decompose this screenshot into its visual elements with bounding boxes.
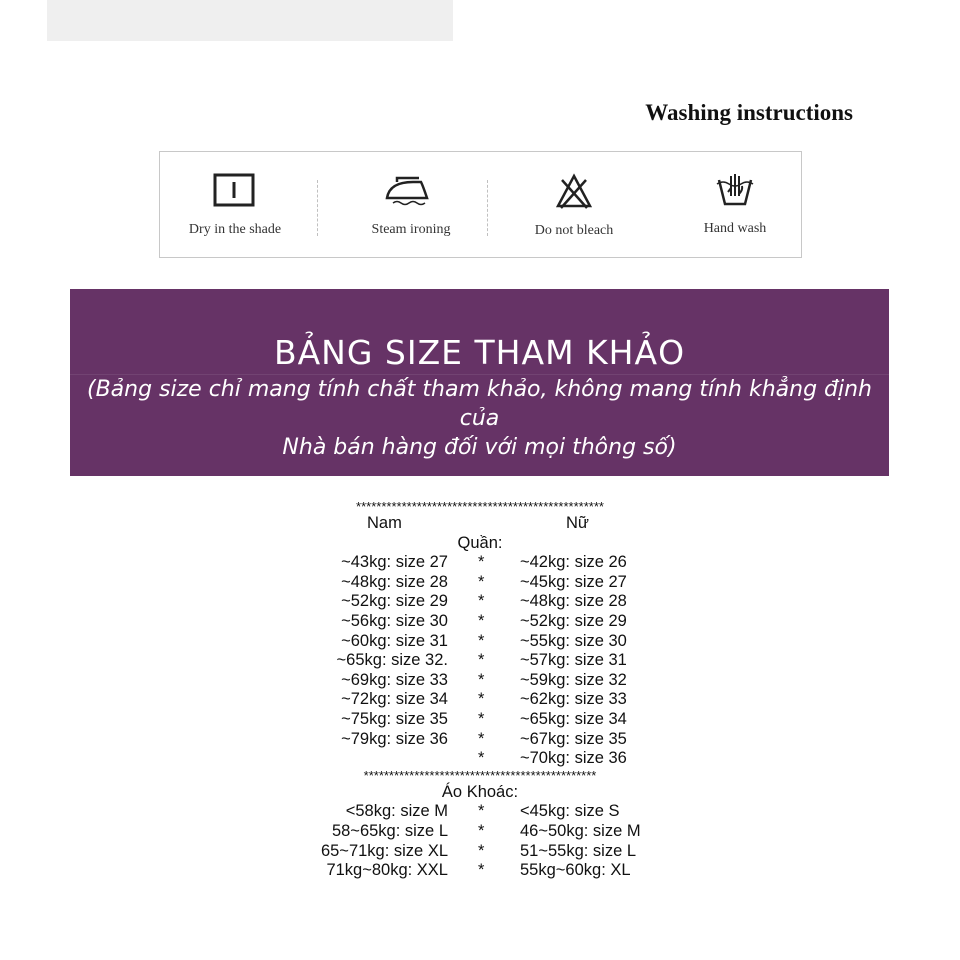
washing-instructions-title: Washing instructions <box>645 100 853 125</box>
size-left: <58kg: size M <box>345 802 448 821</box>
size-banner <box>70 289 889 476</box>
size-row <box>300 690 660 710</box>
size-right: 46~50kg: size M <box>520 821 641 840</box>
header-nam: Nam <box>367 514 402 532</box>
size-right: ~57kg: size 31 <box>520 651 627 670</box>
size-right: ~62kg: size 33 <box>520 690 627 709</box>
header-nu: Nữ <box>566 514 589 532</box>
washing-icons-box <box>159 151 802 258</box>
size-right: ~42kg: size 26 <box>520 553 627 572</box>
size-right: ~52kg: size 29 <box>520 611 627 630</box>
steam-iron-icon <box>383 172 433 210</box>
size-chart <box>300 500 660 881</box>
wash-label: Hand wash <box>703 221 767 236</box>
size-separator: * <box>478 690 485 709</box>
size-left: ~75kg: size 35 <box>341 709 448 728</box>
size-row <box>300 749 660 769</box>
size-right: ~45kg: size 27 <box>520 572 627 591</box>
banner-subtitle-line2: Nhà bán hàng đối với mọi thông số) <box>282 435 677 460</box>
size-separator: * <box>478 802 485 821</box>
size-separator: * <box>478 841 485 860</box>
size-separator: * <box>478 572 485 591</box>
size-right: 55kg~60kg: XL <box>520 861 631 880</box>
size-row <box>300 632 660 652</box>
size-left: ~79kg: size 36 <box>341 729 448 748</box>
size-left: 65~71kg: size XL <box>320 841 448 860</box>
divider <box>317 180 318 236</box>
wash-item-dry-shade <box>160 152 310 257</box>
size-left: 58~65kg: size L <box>331 821 448 840</box>
wash-label: Steam ironing <box>371 222 451 237</box>
size-right: ~55kg: size 30 <box>520 631 627 650</box>
stars-divider-mid: ********************************************** <box>363 768 597 783</box>
size-left: 71kg~80kg: XXL <box>326 861 448 880</box>
size-row <box>300 730 660 750</box>
size-left: ~65kg: size 32. <box>336 651 448 670</box>
size-left: ~56kg: size 30 <box>341 611 448 630</box>
top-gray-bar <box>47 0 453 41</box>
size-left: ~52kg: size 29 <box>341 592 448 611</box>
size-separator: * <box>478 729 485 748</box>
size-row <box>300 710 660 730</box>
size-right: <45kg: size S <box>520 802 620 821</box>
size-row <box>300 612 660 632</box>
wash-label: Dry in the shade <box>188 222 282 237</box>
size-left: ~60kg: size 31 <box>341 631 448 650</box>
pants-rows <box>300 553 660 769</box>
wash-item-no-bleach <box>495 152 653 257</box>
size-right: ~70kg: size 36 <box>520 749 627 768</box>
size-row <box>300 573 660 593</box>
stars-divider-top: ************************************************* <box>356 500 604 514</box>
size-separator: * <box>478 861 485 880</box>
size-separator: * <box>478 821 485 840</box>
size-row <box>300 802 660 822</box>
size-left: ~48kg: size 28 <box>341 572 448 591</box>
size-row <box>300 651 660 671</box>
jacket-rows <box>300 802 660 880</box>
size-row <box>300 553 660 573</box>
size-header-row <box>300 514 660 534</box>
size-left: ~69kg: size 33 <box>341 670 448 689</box>
no-bleach-icon <box>554 172 594 210</box>
jacket-title: Áo Khoác: <box>441 782 519 801</box>
size-row <box>300 822 660 842</box>
wash-item-hand-wash <box>660 152 810 257</box>
banner-subtitle <box>70 375 889 462</box>
size-right: ~59kg: size 32 <box>520 670 627 689</box>
size-row <box>300 592 660 612</box>
size-row <box>300 842 660 862</box>
size-separator: * <box>478 611 485 630</box>
wash-item-steam-iron <box>330 152 492 257</box>
pants-title: Quần: <box>457 533 503 552</box>
banner-subtitle-line1: (Bảng size chỉ mang tính chất tham khảo, không mang tính khẳng định của <box>86 377 873 431</box>
size-separator: * <box>478 670 485 689</box>
size-separator: * <box>478 631 485 650</box>
banner-title: BẢNG SIZE THAM KHẢO <box>273 333 686 372</box>
divider <box>487 180 488 236</box>
size-right: ~65kg: size 34 <box>520 709 627 728</box>
size-left: ~43kg: size 27 <box>341 553 448 572</box>
size-left: ~72kg: size 34 <box>341 690 448 709</box>
size-separator: * <box>478 709 485 728</box>
size-separator: * <box>478 553 485 572</box>
size-separator: * <box>478 749 485 768</box>
dry-in-shade-icon <box>212 172 256 210</box>
size-right: 51~55kg: size L <box>520 841 637 860</box>
size-separator: * <box>478 592 485 611</box>
size-row <box>300 861 660 881</box>
size-right: ~67kg: size 35 <box>520 729 627 748</box>
size-row <box>300 671 660 691</box>
wash-label: Do not bleach <box>534 223 614 238</box>
size-separator: * <box>478 651 485 670</box>
size-right: ~48kg: size 28 <box>520 592 627 611</box>
hand-wash-icon <box>713 170 757 208</box>
